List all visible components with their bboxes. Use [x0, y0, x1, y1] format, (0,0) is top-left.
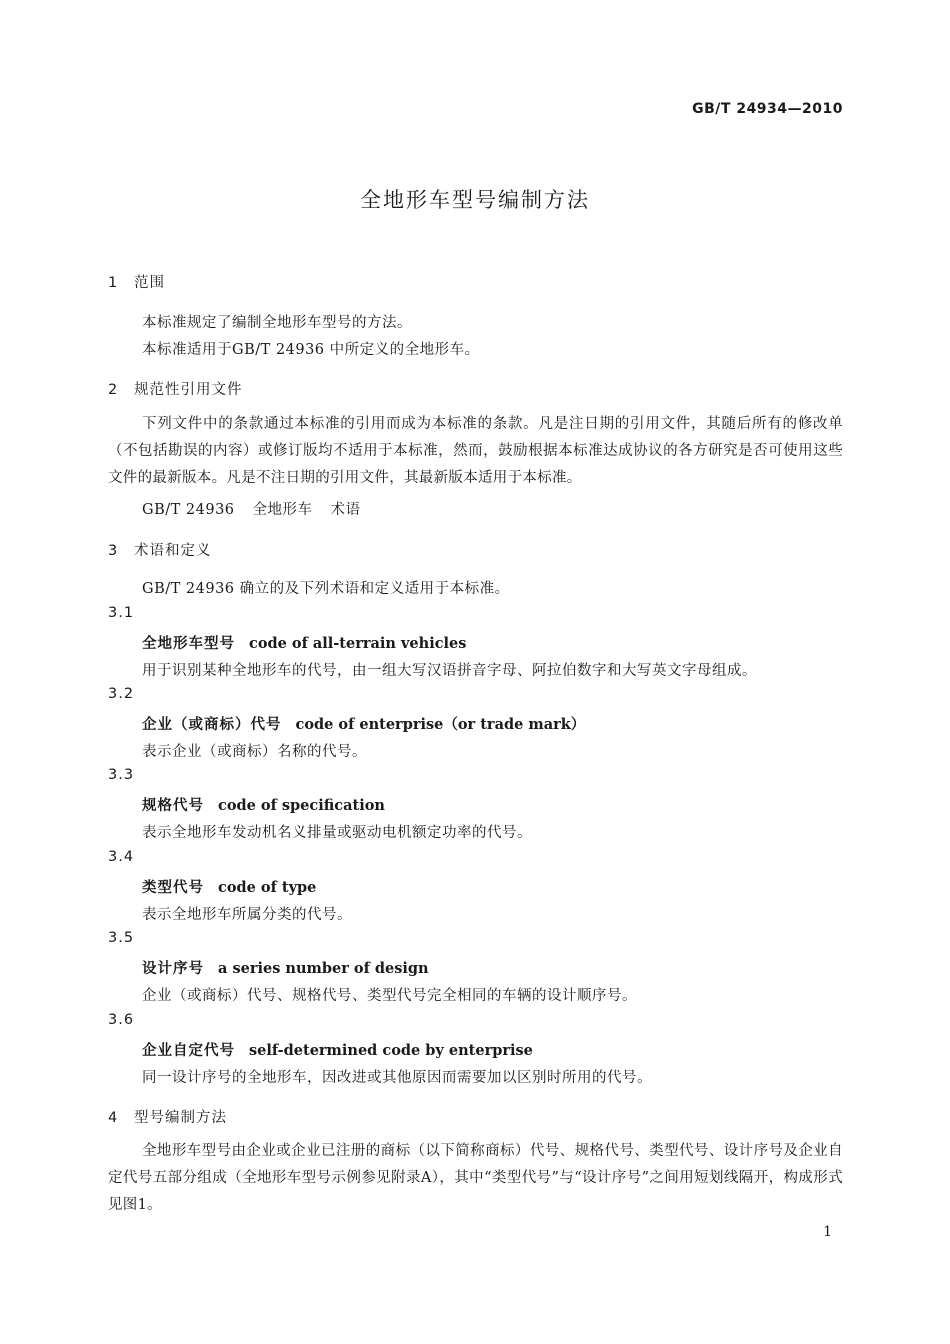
reference-title: 全地形车 [252, 502, 313, 518]
reference-subtitle: 术语 [330, 502, 361, 518]
term-entry [142, 1039, 533, 1060]
term-zh: 企业（或商标）代号 [142, 717, 282, 733]
term-entry [142, 876, 316, 897]
term-definition: 表示企业（或商标）名称的代号。 [142, 744, 367, 760]
body-line: 本标准适用于GB/T 24936 中所定义的全地形车。 [142, 342, 480, 358]
section-title: 型号编制方法 [134, 1110, 227, 1126]
section-title: 术语和定义 [134, 543, 212, 559]
term-zh: 类型代号 [142, 880, 204, 896]
term-entry [142, 794, 385, 815]
standard-number: GB/T 24934—2010 [692, 101, 843, 117]
term-number: 3.4 [108, 849, 135, 865]
body-line: GB/T 24936 确立的及下列术语和定义适用于本标准。 [142, 581, 510, 597]
section-heading-4 [108, 1106, 227, 1127]
section-number: 4 [108, 1110, 119, 1126]
term-number: 3.5 [108, 930, 135, 946]
section-heading-1 [108, 271, 165, 292]
page-number: 1 [823, 1224, 832, 1240]
section-title: 规范性引用文件 [134, 382, 243, 398]
term-zh: 全地形车型号 [142, 636, 235, 652]
term-entry [142, 957, 429, 978]
term-en: code of enterprise（or trade mark） [295, 716, 586, 733]
reference-code: GB/T 24936 [142, 502, 235, 518]
section-number: 1 [108, 275, 119, 291]
term-en: code of type [218, 879, 317, 896]
term-zh: 企业自定代号 [142, 1043, 235, 1059]
term-zh: 规格代号 [142, 798, 204, 814]
term-zh: 设计序号 [142, 961, 204, 977]
term-definition: 同一设计序号的全地形车，因改进或其他原因而需要加以区别时所用的代号。 [142, 1070, 652, 1086]
paragraph: 下列文件中的条款通过本标准的引用而成为本标准的条款。凡是注日期的引用文件，其随后所有的修改单（不包括勘误的内容）或修订版均不适用于本标准，然而，鼓励根据本标准达成协议的各方研究是否可使用这些文件的最新版本。凡是不注日期的引用文件，其最新版本适用于本标准。 [108, 416, 843, 486]
section-number: 2 [108, 382, 119, 398]
section-number: 3 [108, 543, 119, 559]
term-definition: 企业（或商标）代号、规格代号、类型代号完全相同的车辆的设计顺序号。 [142, 988, 637, 1004]
section-heading-3 [108, 539, 212, 560]
page-title: 全地形车型号编制方法 [360, 188, 590, 212]
section-heading-2 [108, 378, 243, 399]
term-en: a series number of design [218, 960, 429, 977]
term-en: code of specification [218, 797, 385, 814]
term-entry [142, 713, 585, 734]
term-definition: 表示全地形车所属分类的代号。 [142, 907, 352, 923]
term-number: 3.2 [108, 686, 135, 702]
normative-reference [142, 498, 361, 519]
term-definition: 用于识别某种全地形车的代号，由一组大写汉语拼音字母、阿拉伯数字和大写英文字母组成。 [142, 663, 757, 679]
term-definition: 表示全地形车发动机名义排量或驱动电机额定功率的代号。 [142, 825, 532, 841]
term-en: code of all-terrain vehicles [249, 635, 467, 652]
paragraph: 全地形车型号由企业或企业已注册的商标（以下简称商标）代号、规格代号、类型代号、设计序号及企业自定代号五部分组成（全地形车型号示例参见附录A），其中“类型代号”与“设计序号”之间用短划线隔开，构成形式见图1。 [108, 1143, 843, 1213]
term-number: 3.6 [108, 1012, 135, 1028]
term-number: 3.3 [108, 767, 135, 783]
body-line: 本标准规定了编制全地形车型号的方法。 [142, 315, 412, 331]
section-title: 范围 [134, 275, 165, 291]
term-en: self-determined code by enterprise [249, 1042, 533, 1059]
term-entry [142, 632, 466, 653]
term-number: 3.1 [108, 605, 135, 621]
